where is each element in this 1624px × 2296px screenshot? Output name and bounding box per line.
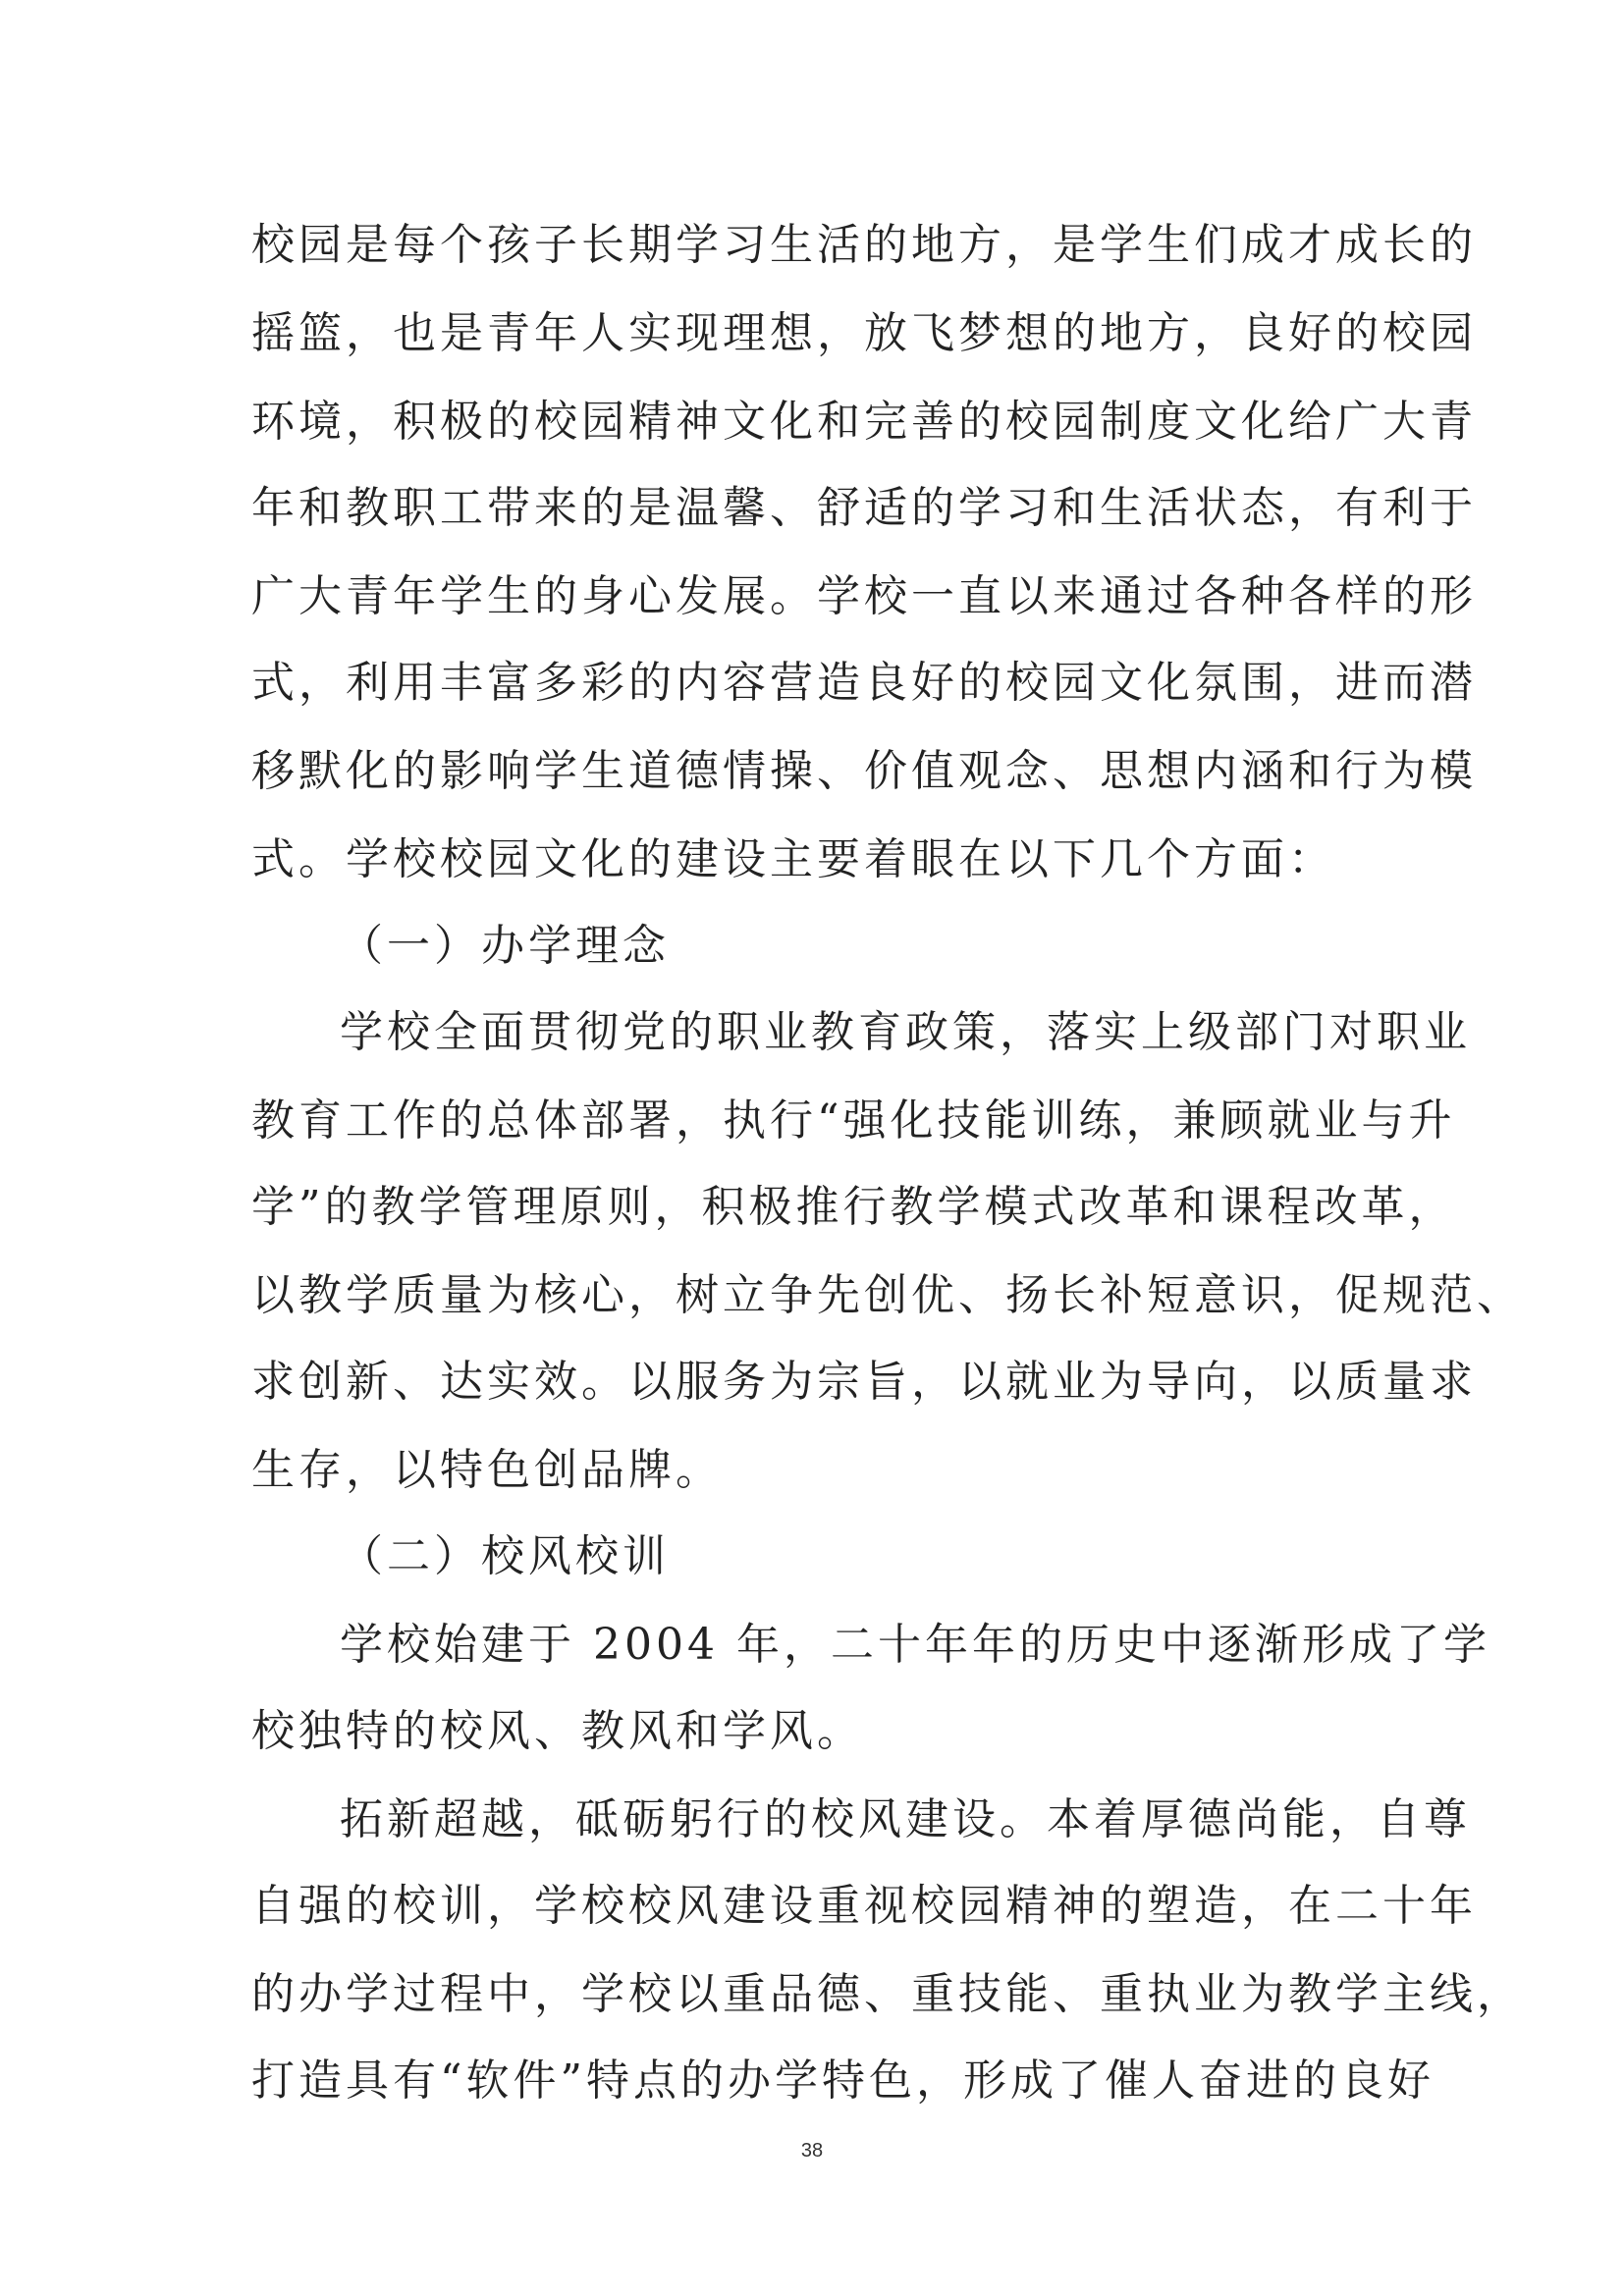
text-line-15: 学校始建于 2004 年，二十年年的历史中逐渐形成了学 xyxy=(340,1620,1490,1670)
text-line-7: 移默化的影响学生道德情操、价值观念、思想内涵和行为模 xyxy=(251,746,1477,796)
text-line-1: 校园是每个孩子长期学习生活的地方，是学生们成才成长的 xyxy=(251,220,1477,270)
text-line-20: 打造具有“软件”特点的办学特色，形成了催人奋进的良好 xyxy=(251,2056,1435,2106)
text-line-6: 式，利用丰富多彩的内容营造良好的校园文化氛围，进而潜 xyxy=(251,658,1477,708)
section-heading-1: （一）办学理念 xyxy=(340,921,670,971)
text-line-9: 学校全面贯彻党的职业教育政策，落实上级部门对职业 xyxy=(340,1007,1471,1057)
text-line-13: 求创新、达实效。以服务为宗旨，以就业为导向，以质量求 xyxy=(251,1357,1477,1407)
text-line-19: 的办学过程中，学校以重品德、重技能、重执业为教学主线， xyxy=(251,1969,1524,2019)
page-number: 38 xyxy=(800,2140,824,2162)
text-line-8: 式。学校校园文化的建设主要着眼在以下几个方面： xyxy=(251,834,1335,884)
text-line-4: 年和教职工带来的是温馨、舒适的学习和生活状态，有利于 xyxy=(251,483,1477,533)
text-line-12: 以教学质量为核心，树立争先创优、扬长补短意识，促规范、 xyxy=(251,1270,1524,1320)
text-line-10: 教育工作的总体部署，执行“强化技能训练，兼顾就业与升 xyxy=(251,1095,1456,1146)
text-line-11: 学”的教学管理原则，积极推行教学模式改革和课程改革， xyxy=(251,1182,1456,1232)
text-line-5: 广大青年学生的身心发展。学校一直以来通过各种各样的形 xyxy=(251,571,1477,621)
text-line-18: 自强的校训，学校校风建设重视校园精神的塑造，在二十年 xyxy=(251,1881,1477,1931)
text-line-14: 生存，以特色创品牌。 xyxy=(251,1445,723,1495)
text-line-16: 校独特的校风、教风和学风。 xyxy=(251,1706,864,1756)
text-line-3: 环境，积极的校园精神文化和完善的校园制度文化给广大青 xyxy=(251,397,1477,447)
section-heading-2: （二）校风校训 xyxy=(340,1531,670,1581)
text-line-2: 摇篮，也是青年人实现理想，放飞梦想的地方，良好的校园 xyxy=(251,308,1477,358)
text-line-17: 拓新超越，砥砺躬行的校风建设。本着厚德尚能，自尊 xyxy=(340,1794,1471,1844)
